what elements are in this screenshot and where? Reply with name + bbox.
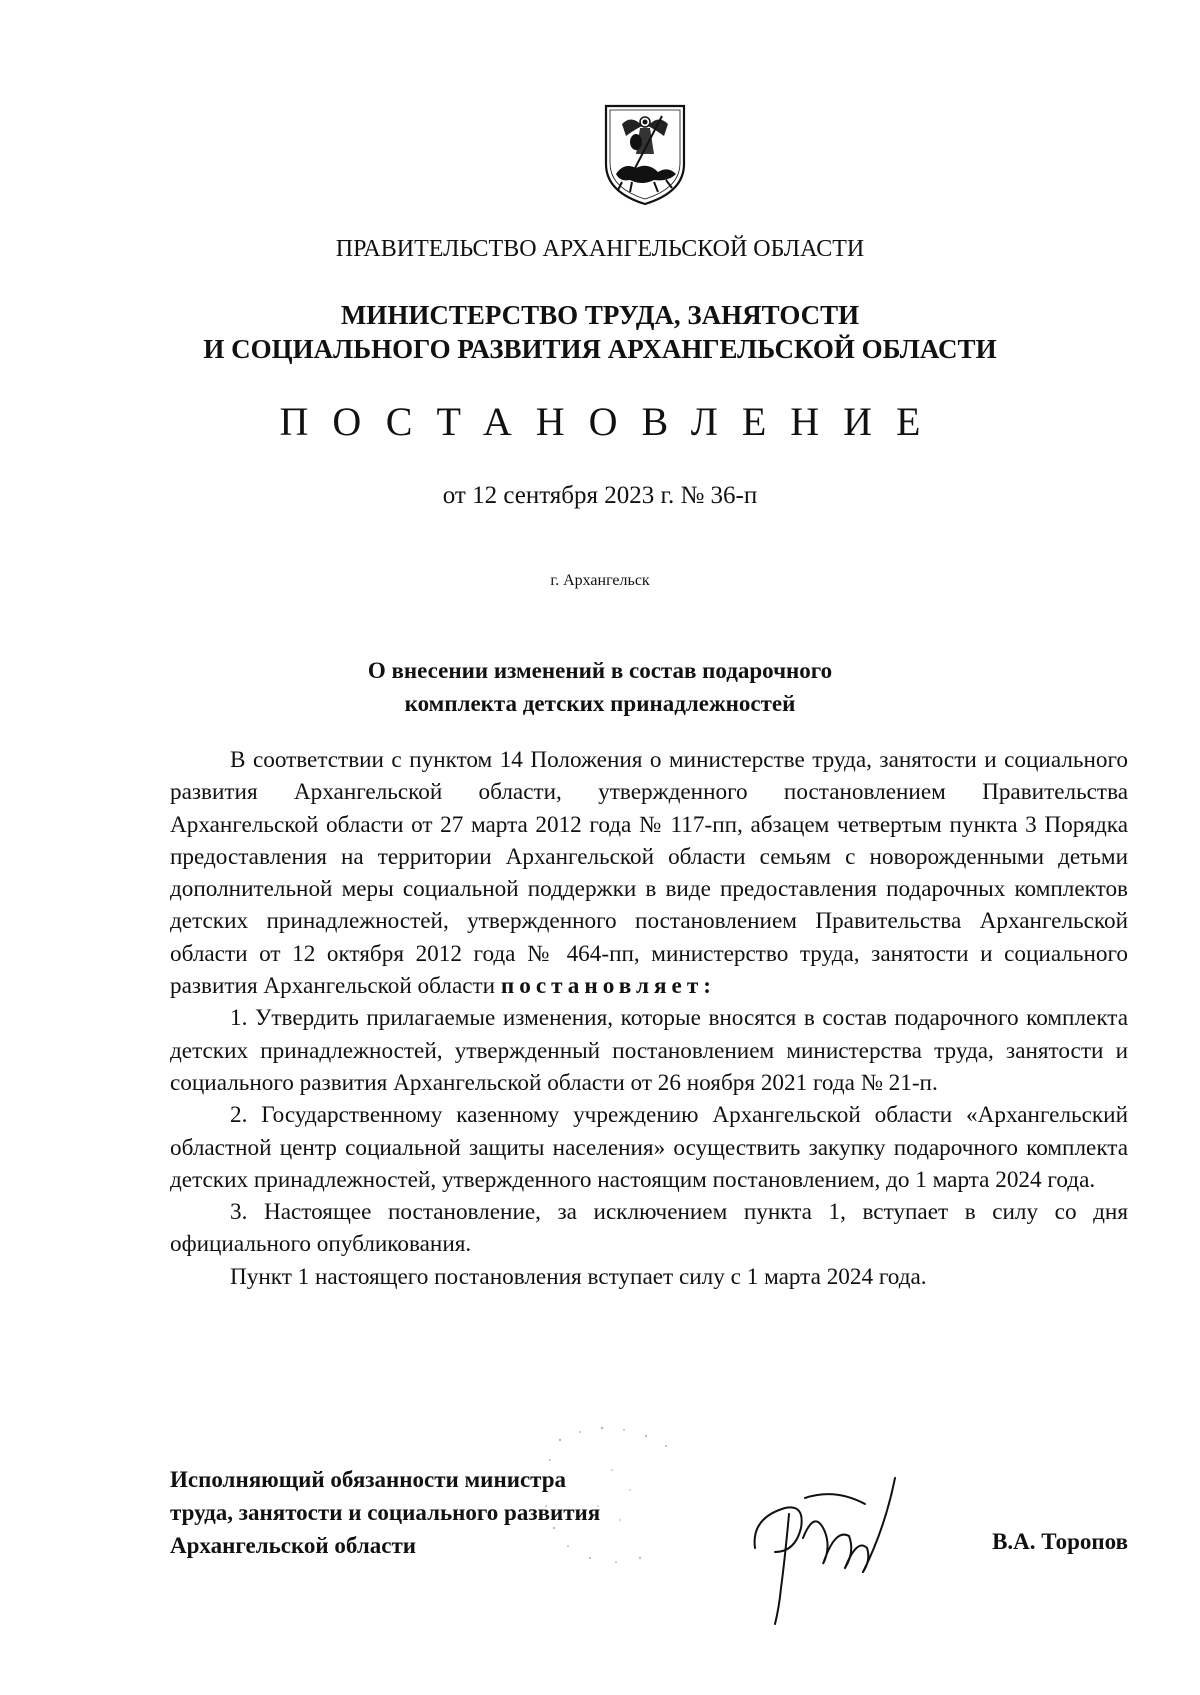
signer-position-line3: Архангельской области <box>170 1533 417 1558</box>
item-paragraph-2: 2. Государственному казенному учреждению Архангельской области «Архангельский областной центр социальной защиты населения» осуществить закупку подарочного комплекта детских принадлежностей, утвержденного настоящим постановлением, до 1 марта 2024 года. <box>170 1102 1128 1193</box>
signer-position-line2: труда, занятости и социального развития <box>170 1500 601 1525</box>
ministry-title-line1: МИНИСТЕРСТВО ТРУДА, ЗАНЯТОСТИ <box>340 300 860 330</box>
signer-name: В.А. Торопов <box>992 1529 1128 1554</box>
item-paragraph-3: 3. Настоящее постановление, за исключением пункта 1, вступает в силу со дня официального опубликования. <box>170 1199 1128 1258</box>
item-paragraph-4: Пункт 1 настоящего постановления вступает силу с 1 марта 2024 года. <box>230 1263 927 1290</box>
coat-of-arms-icon <box>602 102 688 208</box>
document-date-number: от 12 сентября 2023 г. № 36-п <box>442 482 758 509</box>
handwritten-signature-icon <box>745 1468 925 1628</box>
preamble-text: В соответствии с пунктом 14 Положения о министерстве труда, занятости и социального развития Архангельской области, утвержденного постановлением Правительства Архангельской области от 27 марта 2012 года № 117-пп, абзацем четвертым пункта 3 Порядка предоставления на территории Архангельской области семьям с новорожденными детьми дополнительной меры социальной поддержки в виде предоставления подарочных комплектов детских принадлежностей, утвержденного постановлением Правительства Архангельской области от 12 октября 2012 года № 464-пп, министерство труда, занятости и социального развития Архангельской области <box>170 747 1128 1000</box>
document-type: ПОСТАНОВЛЕНИЕ <box>279 399 945 444</box>
decree-word: постановляет: <box>500 973 716 1000</box>
ministry-title <box>0 298 1200 366</box>
subject-line1: О внесении изменений в состав подарочного <box>367 658 833 683</box>
signer-position <box>170 1463 600 1562</box>
document-city: г. Архангельск <box>550 572 650 589</box>
subject-line2: комплекта детских принадлежностей <box>404 691 796 716</box>
document-subject <box>0 654 1200 720</box>
item-paragraph-1: 1. Утвердить прилагаемые изменения, которые вносятся в состав подарочного комплекта детских принадлежностей, утвержденный постановлением министерства труда, занятости и социального развития Архангельской области от 26 ноября 2021 года № 21-п. <box>170 1005 1128 1096</box>
preamble-paragraph <box>170 744 1128 1002</box>
ministry-title-line2: И СОЦИАЛЬНОГО РАЗВИТИЯ АРХАНГЕЛЬСКОЙ ОБЛАСТИ <box>203 334 997 364</box>
government-title: ПРАВИТЕЛЬСТВО АРХАНГЕЛЬСКОЙ ОБЛАСТИ <box>335 236 865 262</box>
document-body <box>170 744 1128 1293</box>
signer-position-line1: Исполняющий обязанности министра <box>170 1467 567 1492</box>
